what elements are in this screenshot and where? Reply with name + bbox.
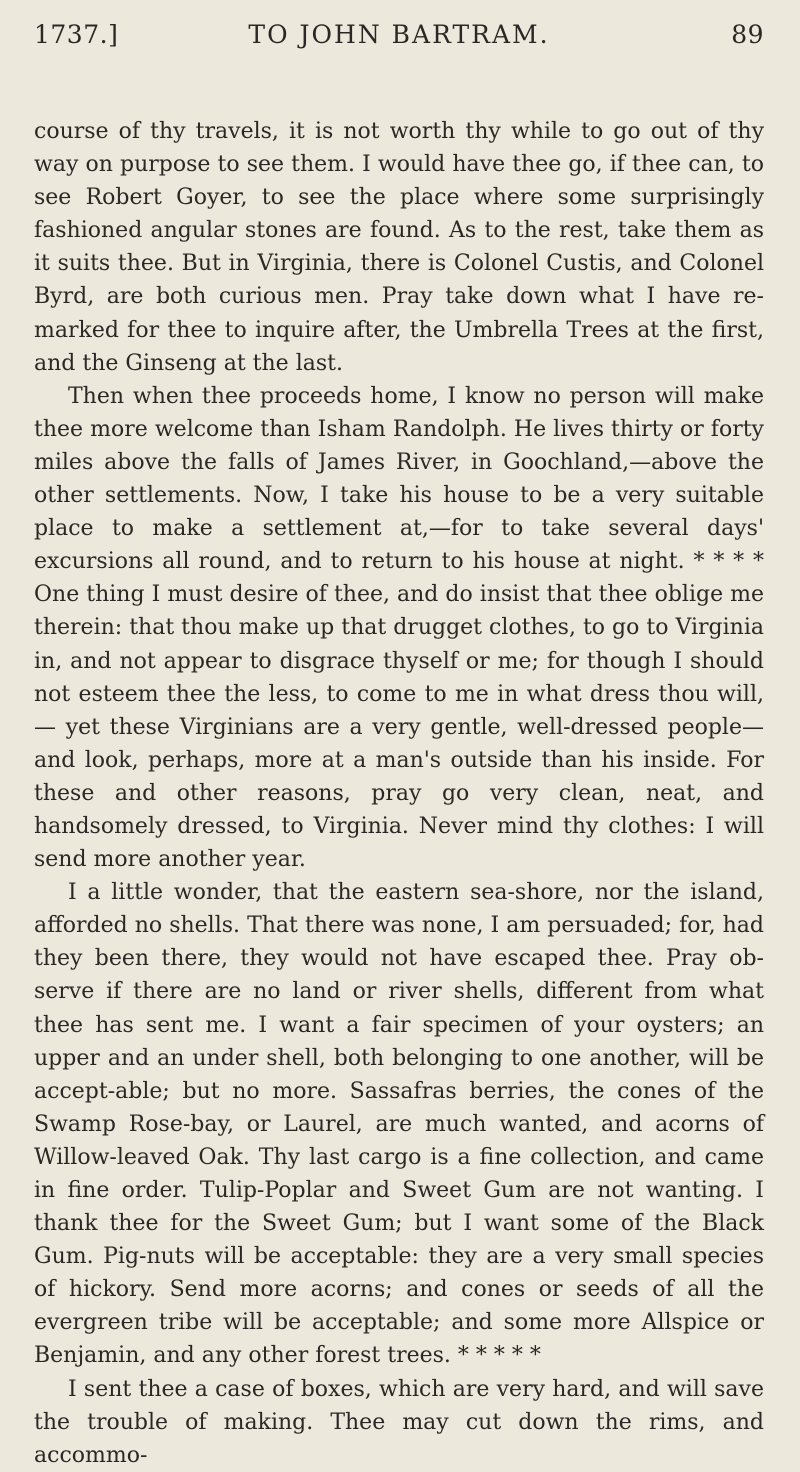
paragraph-4: I sent thee a case of boxes, which are very hard, and will save the trouble of making. Thee may cut down the rims, and accommo-: [34, 1376, 764, 1468]
running-header: [34, 20, 764, 72]
paragraph-2: Then when thee proceeds home, I know no person will make thee more welcome than Isham Randolph. He lives thirty or forty miles above the falls of James River, in Goochland,—above the other settlements. Now, I take his house to be a very suitable place to make a settlement at,—for to take several days' excursions all round, and to return to his house at night. * * * * One thing I must desire of thee, and do insist that thee oblige me therein: that thou make up that drugget clothes, to go to Virginia in, and not appear to disgrace thyself or me; for though I should not esteem thee the less, to come to me in what dress thou will,— yet these Virginians are a very gentle, well-dressed people—and look, perhaps, more at a man's outside than his inside. For these and other reasons, pray go very clean, neat, and handsomely dressed, to Virginia. Never mind thy clothes: I will send more another year.: [34, 383, 764, 873]
paragraph-3: I a little wonder, that the eastern sea-shore, nor the island, afforded no shells. That there was none, I am persuaded; for, had they been there, they would not have escaped thee. Pray ob-serve if there are no land or river shells, different from what thee has sent me. I want a fair specimen of your oysters; an upper and an under shell, both belonging to one another, will be accept-able; but no more. Sassafras berries, the cones of the Swamp Rose-bay, or Laurel, are much wanted, and acorns of Willow-leaved Oak. Thy last cargo is a fine collection, and came in fine order. Tulip-Poplar and Sweet Gum are not wanting. I thank thee for the Sweet Gum; but I want some of the Black Gum. Pig-nuts will be acceptable: they are a very small species of hickory. Send more acorns; and cones or seeds of all the evergreen tribe will be acceptable; and some more Allspice or Benjamin, and any other forest trees. * * * * *: [34, 880, 764, 1369]
page-number: 89: [731, 20, 764, 49]
header-title: TO JOHN BARTRAM.: [248, 20, 550, 49]
paragraph-1: course of thy travels, it is not worth thy while to go out of thy way on purpose to see them. I would have thee go, if thee can, to see Robert Goyer, to see the place where some surprisingly fashioned angular stones are found. As to the rest, take them as it suits thee. But in Virginia, there is Colonel Custis, and Colonel Byrd, are both curious men. Pray take down what I have re-marked for thee to inquire after, the Umbrella Trees at the first, and the Ginseng at the last.: [34, 119, 764, 376]
page-body: [34, 115, 764, 1472]
header-year: 1737.]: [34, 20, 119, 49]
book-page: [34, 20, 764, 1468]
